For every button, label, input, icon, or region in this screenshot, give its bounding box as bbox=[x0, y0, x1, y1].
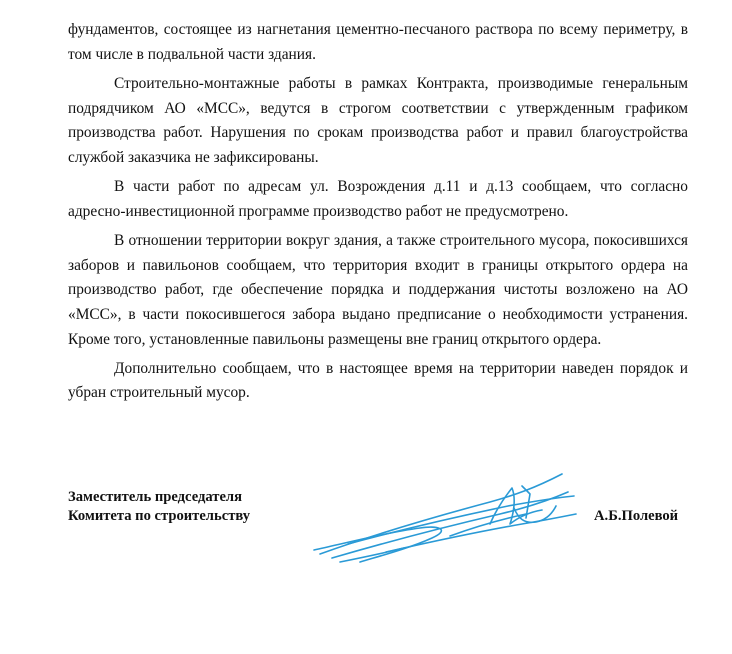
signer-position-line2: Комитета по строительству bbox=[68, 508, 251, 524]
signer-position bbox=[68, 488, 250, 526]
paragraph-construction-works: Строительно-монтажные работы в рамках Контракта, производимые генеральным подрядчиком АО «МСС», ведутся в строгом соответствии с утвержденным графиком производства работ. Нарушения по срокам производства работ и правил благоустройства службой заказчика не зафиксированы. bbox=[68, 74, 688, 166]
paragraph-additional: Дополнительно сообщаем, что в настоящее время на территории наведен порядок и убран строительный мусор. bbox=[68, 359, 688, 402]
paragraph-addresses: В части работ по адресам ул. Возрождения д.11 и д.13 сообщаем, что согласно адресно-инвестиционной программе производство работ не предусмотрено. bbox=[68, 178, 688, 220]
letter-body bbox=[68, 18, 688, 406]
signer-name: А.Б.Полевой bbox=[594, 508, 679, 524]
signer-position-line1: Заместитель председателя bbox=[68, 489, 243, 505]
handwritten-signature bbox=[300, 458, 590, 570]
paragraph-foundation: фундаментов, состоящее из нагнетания цементно-песчаного раствора по всему периметру, в том числе в подвальной части здания. bbox=[68, 21, 688, 63]
paragraph-territory: В отношении территории вокруг здания, а также строительного мусора, покосившихся заборов и павильонов сообщаем, что территория входит в границы открытого ордера на производство работ, где обеспечение порядка и поддержания чистоты возложено на АО «МСС», в части покосившегося забора выдано предписание о необходимости устранения. Кроме того, установленные павильоны размещены вне границ открытого ордера. bbox=[68, 231, 688, 348]
signature-strokes bbox=[314, 474, 576, 562]
